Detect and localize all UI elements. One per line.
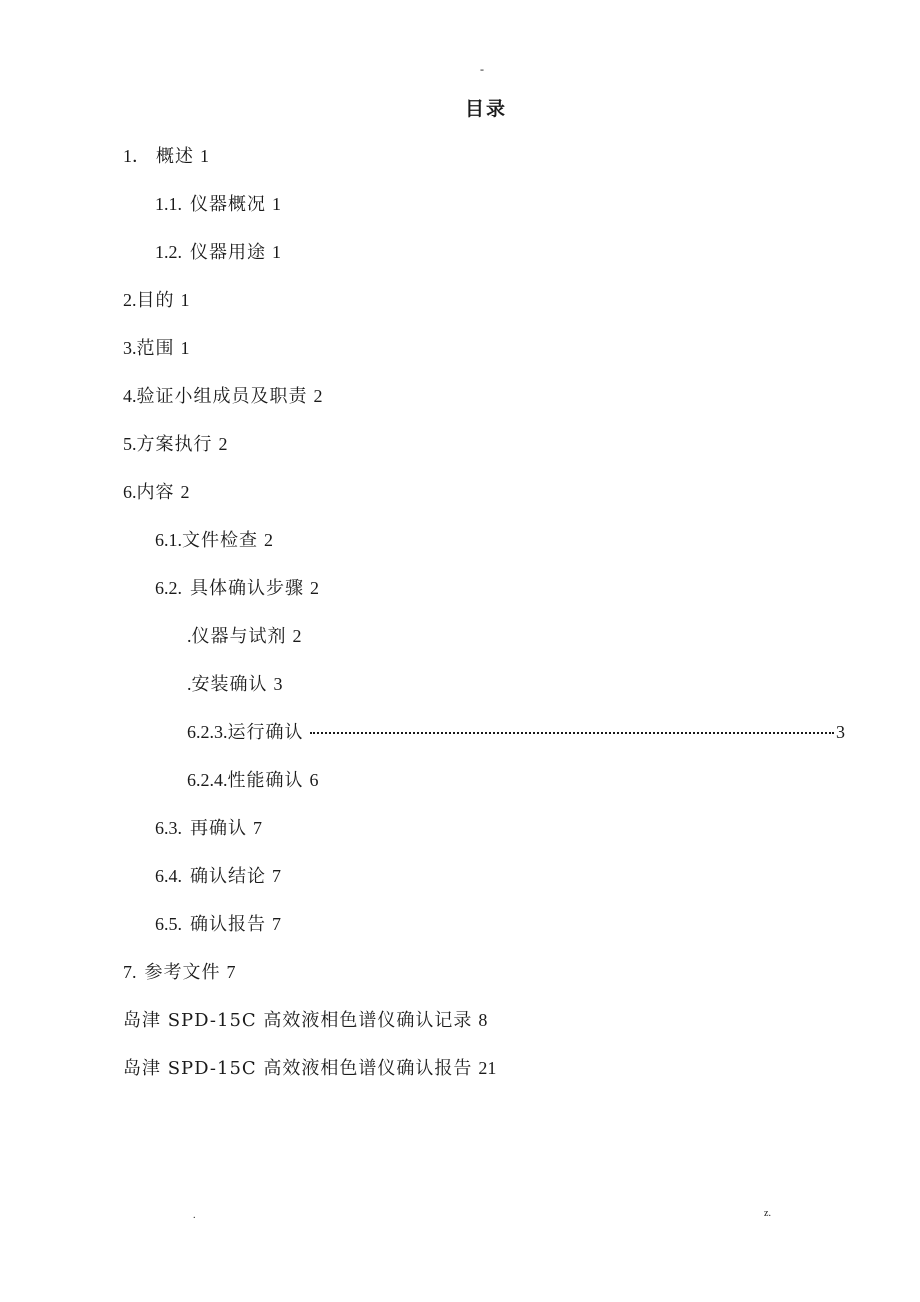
toc-entry-title: 性能确认 bbox=[227, 770, 304, 791]
toc-entry-title: 确认结论 bbox=[190, 866, 266, 887]
toc-entry-title: 安装确认 bbox=[191, 674, 268, 695]
toc-entry-title: 概述 bbox=[156, 146, 194, 167]
toc-entry-title: 确认报告 bbox=[190, 914, 266, 935]
toc-entry-number: 6.4. bbox=[155, 866, 182, 886]
toc-entry-page: 1 bbox=[272, 242, 281, 262]
toc-entry-title: 方案执行 bbox=[136, 434, 213, 455]
toc-entry-title: 再确认 bbox=[190, 818, 247, 839]
toc-entry-page: 1 bbox=[200, 146, 209, 166]
toc-entry-number: 1． bbox=[123, 146, 150, 166]
toc-entry-page: 2 bbox=[218, 434, 228, 454]
toc-entry-page: 2 bbox=[264, 530, 273, 550]
toc-entry-number: 7. bbox=[123, 962, 137, 982]
footer-left-mark: . bbox=[193, 1210, 196, 1221]
toc-entry-record[interactable] bbox=[123, 1004, 487, 1036]
footer-right-mark: z. bbox=[764, 1208, 771, 1219]
toc-entry-6-2-1[interactable] bbox=[187, 620, 302, 652]
toc-entry-page: 3 bbox=[273, 674, 283, 694]
toc-entry-6-4[interactable] bbox=[155, 860, 281, 892]
toc-entry-number: . bbox=[187, 674, 192, 694]
toc-entry-page: 2 bbox=[180, 482, 190, 502]
toc-entry-number: 6.2.4. bbox=[187, 770, 228, 790]
toc-entry-6-5[interactable] bbox=[155, 908, 281, 940]
toc-entry-5[interactable] bbox=[123, 428, 228, 460]
toc-entry-7[interactable] bbox=[123, 956, 236, 988]
toc-entry-number: 6.1. bbox=[155, 530, 182, 550]
toc-entry-page: 8 bbox=[478, 1010, 488, 1030]
toc-entry-6-1[interactable] bbox=[155, 524, 273, 556]
toc-entry-number: 1.1. bbox=[155, 194, 182, 214]
toc-entry-6-2-2[interactable] bbox=[187, 668, 283, 700]
toc-entry-6-2-4[interactable] bbox=[187, 764, 319, 796]
toc-entry-number: 3. bbox=[123, 338, 137, 358]
toc-entry-6-2-3[interactable] bbox=[187, 716, 845, 748]
toc-entry-number: 5. bbox=[123, 434, 137, 454]
toc-entry-page: 2 bbox=[292, 626, 302, 646]
toc-entry-page: 7 bbox=[226, 962, 236, 982]
toc-entry-page: 21 bbox=[478, 1058, 497, 1078]
toc-entry-number: 6. bbox=[123, 482, 137, 502]
toc-entry-title: 仪器概况 bbox=[190, 194, 266, 215]
toc-entry-number: 6.5. bbox=[155, 914, 182, 934]
toc-entry-number: 1.2. bbox=[155, 242, 182, 262]
toc-entry-number: 6.2.3. bbox=[187, 722, 228, 742]
toc-entry-number: . bbox=[187, 626, 192, 646]
toc-entry-title: 岛津 SPD-15C 高效液相色谱仪确认记录 bbox=[123, 1010, 473, 1031]
toc-entry-page: 6 bbox=[309, 770, 319, 790]
toc-entry-page: 7 bbox=[272, 866, 281, 886]
toc-entry-number: 6.3. bbox=[155, 818, 182, 838]
toc-entry-number: 6.2. bbox=[155, 578, 182, 598]
toc-entry-title: 文件检查 bbox=[182, 530, 258, 551]
toc-entry-title: 运行确认 bbox=[227, 722, 304, 743]
toc-entry-page: 1 bbox=[180, 338, 190, 358]
toc-title: 目录 bbox=[464, 98, 507, 120]
toc-entry-6[interactable] bbox=[123, 476, 190, 508]
toc-entry-title: 验证小组成员及职责 bbox=[136, 386, 308, 407]
toc-entry-1-2[interactable] bbox=[155, 236, 281, 268]
header-mark: - bbox=[480, 62, 484, 76]
toc-entry-page: 2 bbox=[310, 578, 319, 598]
toc-entry-page: 1 bbox=[272, 194, 281, 214]
toc-entry-number: 2. bbox=[123, 290, 137, 310]
toc-entry-title: 仪器用途 bbox=[190, 242, 266, 263]
toc-entry-1-1[interactable] bbox=[155, 188, 281, 220]
toc-entry-title: 目的 bbox=[136, 290, 175, 311]
toc-entry-6-2[interactable] bbox=[155, 572, 319, 604]
toc-entry-number: 4. bbox=[123, 386, 137, 406]
toc-entry-page: 3 bbox=[836, 722, 845, 742]
toc-entry-title: 岛津 SPD-15C 高效液相色谱仪确认报告 bbox=[123, 1058, 473, 1079]
toc-entry-2[interactable] bbox=[123, 284, 190, 316]
toc-entry-page: 1 bbox=[180, 290, 190, 310]
toc-entry-title: 具体确认步骤 bbox=[190, 578, 304, 599]
toc-entry-title: 范围 bbox=[136, 338, 175, 359]
toc-entry-title: 参考文件 bbox=[144, 962, 221, 983]
toc-entry-4[interactable] bbox=[123, 380, 323, 412]
dot-leader bbox=[310, 732, 835, 734]
toc-entry-report[interactable] bbox=[123, 1052, 496, 1084]
toc-entry-6-3[interactable] bbox=[155, 812, 262, 844]
toc-entry-page: 7 bbox=[253, 818, 262, 838]
toc-entry-page: 2 bbox=[313, 386, 323, 406]
toc-entry-1[interactable] bbox=[123, 140, 209, 172]
toc-entry-title: 内容 bbox=[136, 482, 175, 503]
toc-entry-title: 仪器与试剂 bbox=[191, 626, 287, 647]
toc-entry-page: 7 bbox=[272, 914, 281, 934]
toc-entry-3[interactable] bbox=[123, 332, 190, 364]
